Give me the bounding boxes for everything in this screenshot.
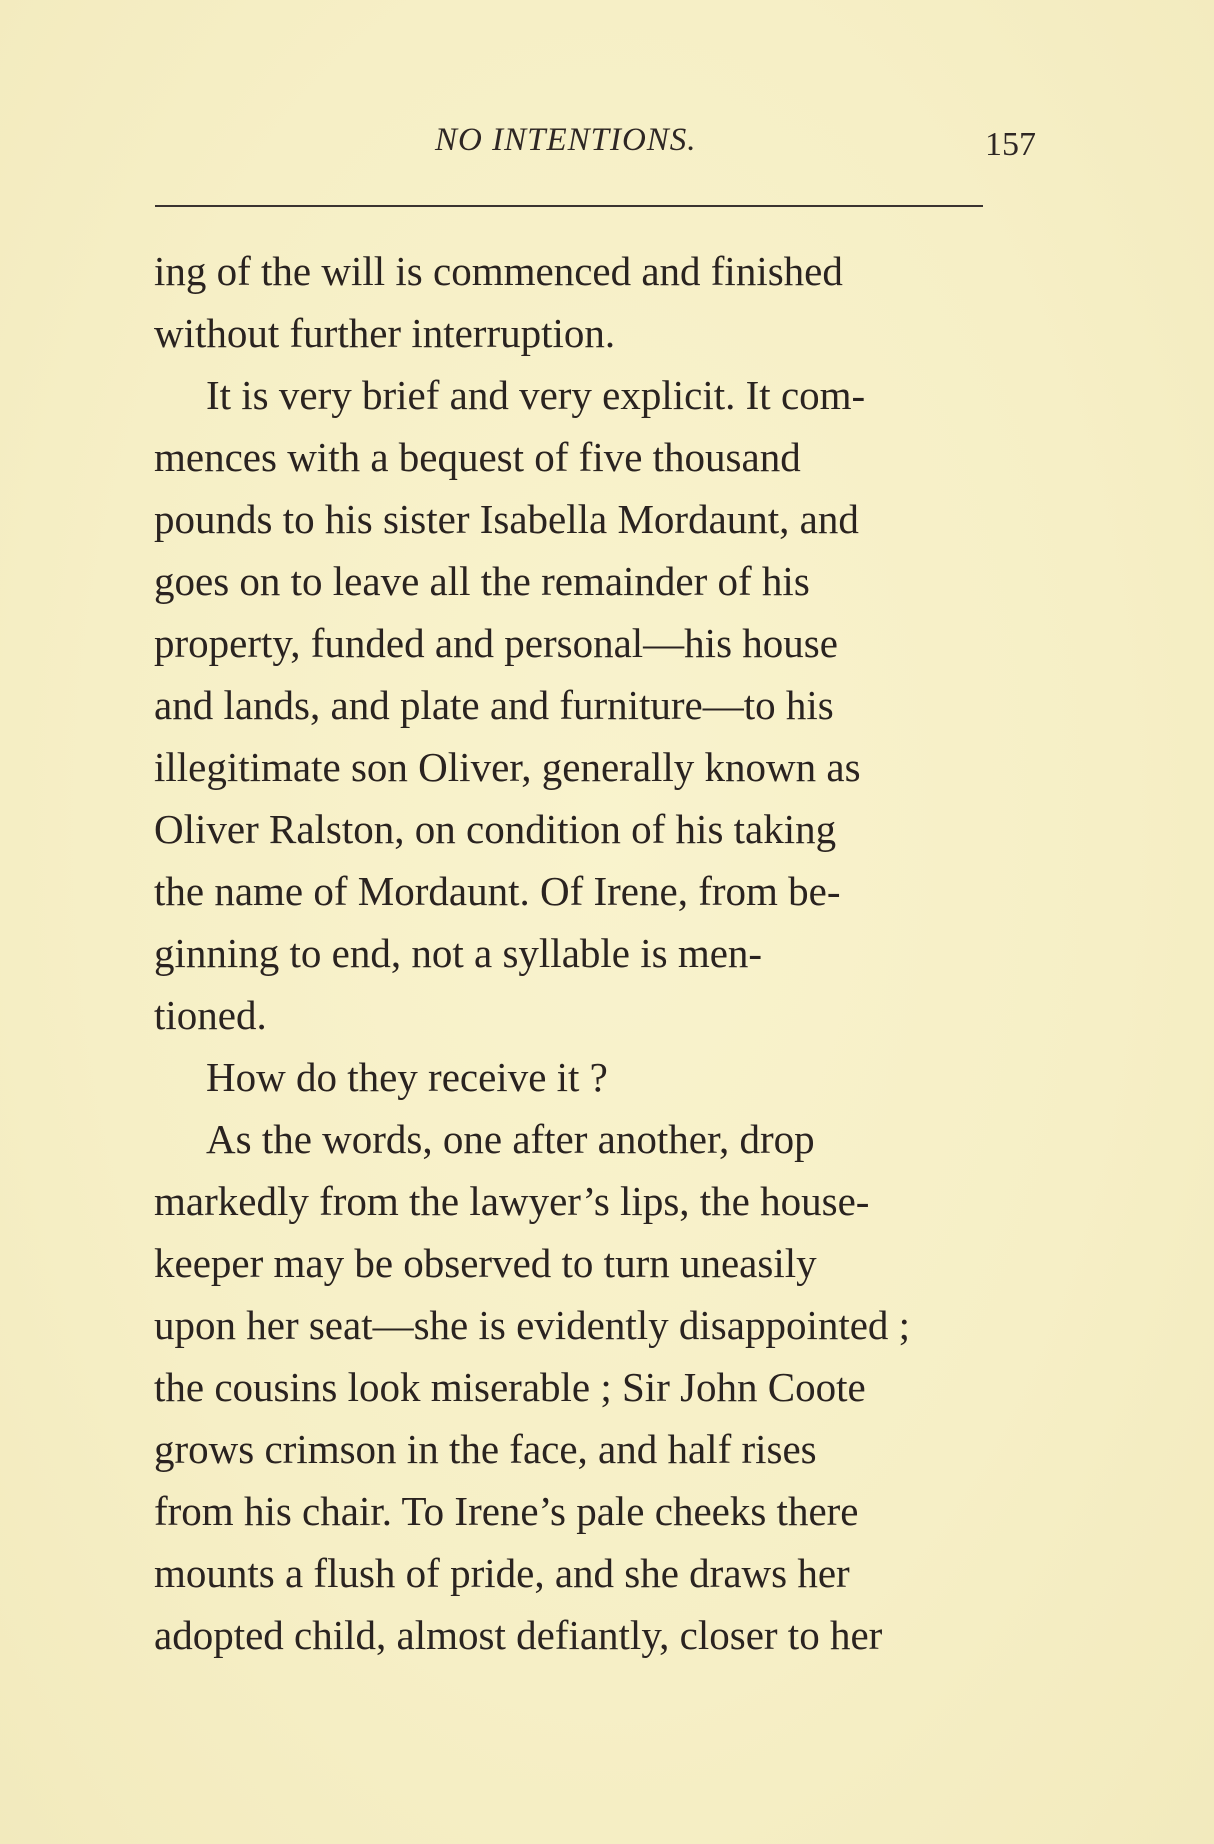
text-line: property, funded and personal—his house xyxy=(154,620,838,666)
text-line: How do they receive it ? xyxy=(206,1054,608,1100)
text-line: keeper may be observed to turn uneasily xyxy=(154,1240,817,1286)
text-line: from his chair. To Irene’s pale cheeks there xyxy=(154,1488,859,1534)
text-line: without further interruption. xyxy=(154,310,616,356)
text-line: It is very brief and very explicit. It com- xyxy=(206,372,866,418)
text-line: and lands, and plate and furniture—to his xyxy=(154,682,834,728)
running-title: NO INTENTIONS. xyxy=(435,122,697,158)
text-line: illegitimate son Oliver, generally known as xyxy=(154,744,861,790)
text-line: mences with a bequest of five thousand xyxy=(154,434,801,480)
text-line: upon her seat—she is evidently disappointed ; xyxy=(154,1302,911,1348)
text-line: the cousins look miserable ; Sir John Coote xyxy=(154,1364,866,1410)
text-line: ing of the will is commenced and finished xyxy=(154,248,843,294)
text-line: markedly from the lawyer’s lips, the house- xyxy=(154,1178,870,1224)
text-line: goes on to leave all the remainder of his xyxy=(154,558,810,604)
text-line: pounds to his sister Isabella Mordaunt, and xyxy=(154,496,859,542)
text-line: adopted child, almost defiantly, closer to her xyxy=(154,1612,883,1658)
text-line: grows crimson in the face, and half rises xyxy=(154,1426,817,1472)
text-line: tioned. xyxy=(154,992,267,1038)
header-rule xyxy=(155,205,983,207)
text-line: Oliver Ralston, on condition of his taking xyxy=(154,806,837,852)
page-number: 157 xyxy=(985,126,1036,163)
text-line: ginning to end, not a syllable is men- xyxy=(154,930,763,976)
text-line: As the words, one after another, drop xyxy=(206,1116,815,1162)
running-head xyxy=(0,122,1214,172)
text-line: mounts a flush of pride, and she draws her xyxy=(154,1550,850,1596)
text-line: the name of Mordaunt. Of Irene, from be- xyxy=(154,868,841,914)
